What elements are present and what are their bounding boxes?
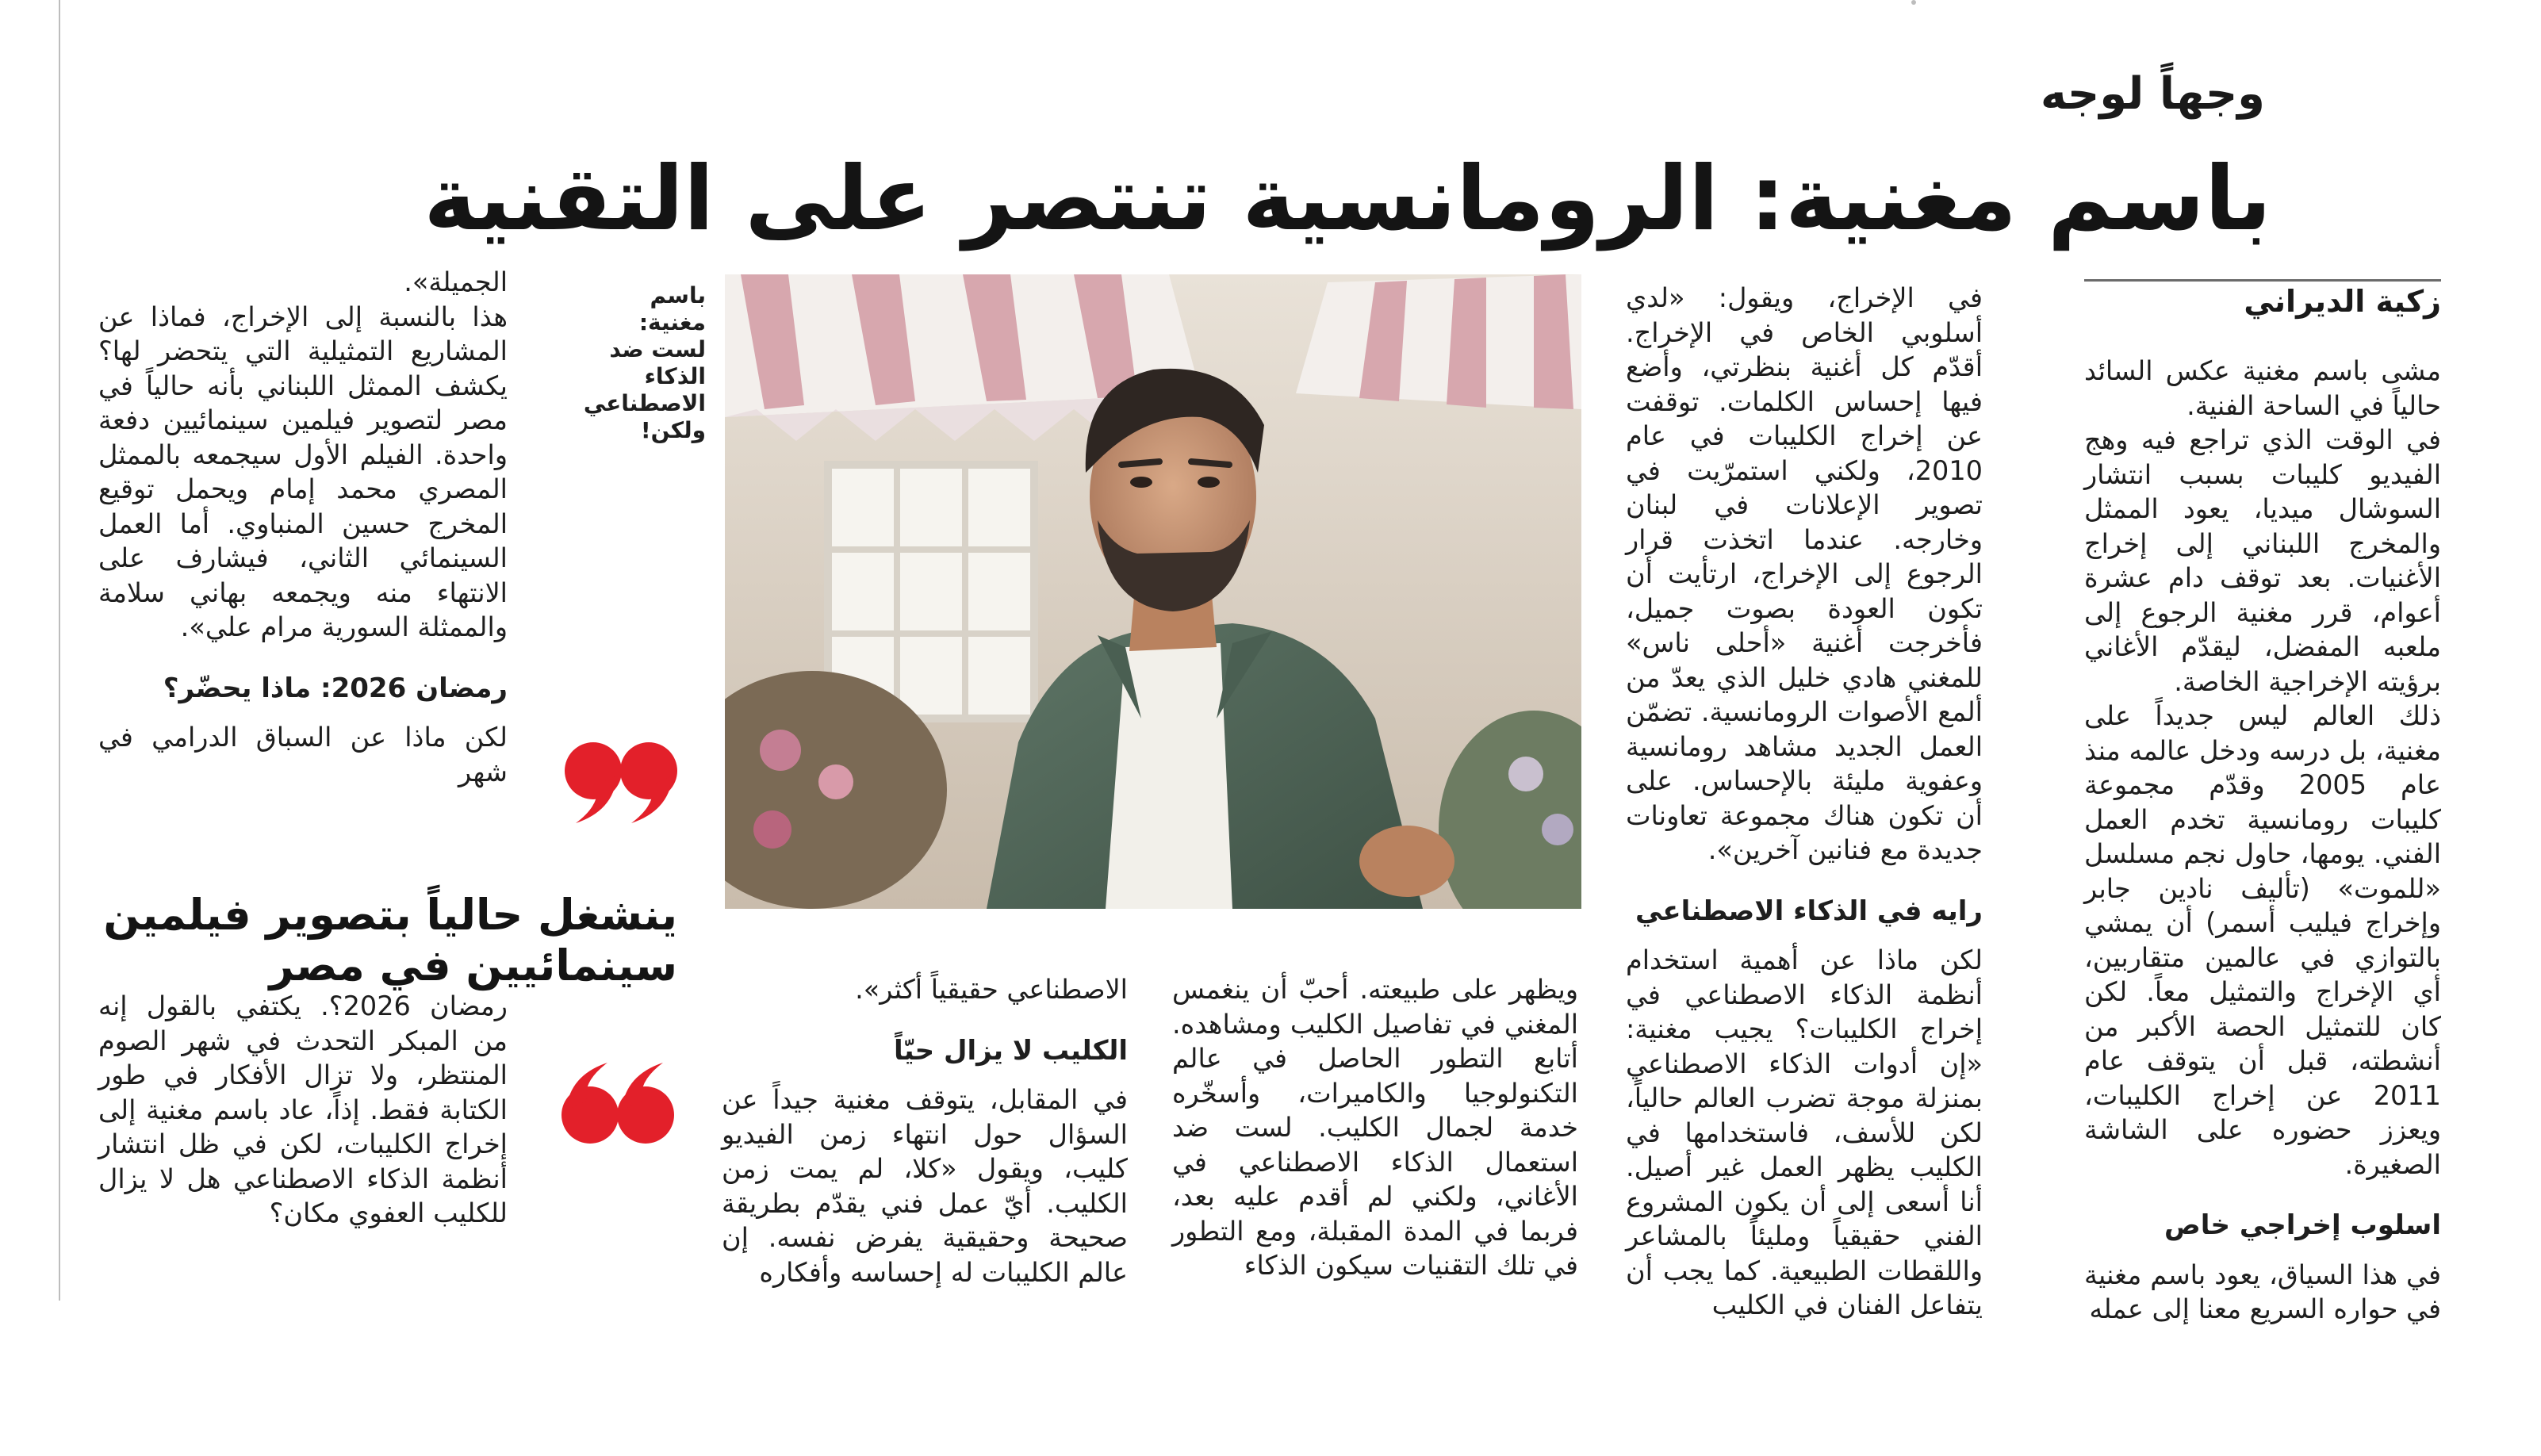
byline-rule — [2084, 279, 2441, 282]
article-photo — [725, 274, 1581, 909]
pull-quote: ينشغل حالياً بتصوير فيلمين سينمائيين في مصر — [103, 890, 677, 990]
paragraph: ذلك العالم ليس جديداً على مغنية، بل درسه ودخل عالمه منذ عام 2005 وقدّم مجموعة كليبات رومانسية تخدم العمل الفني. يومها، حاول نجم مسلسل «للموت» (تأليف نادين جابر وإخراج فيليب أسمر) أن يمشي بالتوازي في عالمين متقاربين، أي الإخراج والتمثيل معاً. لكن كان للتمثيل الحصة الأكبر من أنشطته، قبل أن يتوقف عام 2011 عن إخراج الكليبات، ويعزز حضوره على الشاشة الصغيرة. — [2084, 700, 2441, 1180]
article-column-5 — [98, 265, 508, 1231]
page-mark — [1911, 0, 1916, 5]
paragraph: مشى باسم مغنية عكس السائد حالياً في الساحة الفنية. — [2084, 355, 2441, 421]
subheading: رمضان 2026: ماذا يحضّر؟ — [163, 672, 508, 704]
article-column-2 — [1626, 281, 1983, 1323]
paragraph: الاصطناعي حقيقياً أكثر». — [855, 974, 1128, 1005]
photo-caption: باسم مغنية: لست ضد الذكاء الاصطناعي ولكن! — [583, 282, 706, 443]
closing-quote-icon — [560, 738, 679, 825]
paragraph: في الوقت الذي تراجع فيه وهج الفيديو كليبات بسبب انتشار السوشال ميديا، يعود الممثل والمخرج اللبناني إلى إخراج الأغنيات. بعد توقف دام عشرة أعوام، قرر مغنية الرجوع إلى ملعبه المفضل، ليقدّم الأغاني برؤيته الإخراجية الخاصة. — [2084, 424, 2441, 697]
paragraph: لكن ماذا عن السباق الدرامي في شهر — [98, 722, 508, 787]
section-label: وجهاً لوجه — [2040, 68, 2265, 120]
article-column-3 — [1172, 972, 1578, 1283]
paragraph: في هذا السياق، يعود باسم مغنية في حواره السريع معنا إلى عمله — [2084, 1259, 2441, 1324]
article-column-1 — [2084, 354, 2441, 1327]
opening-quote-icon — [560, 1061, 679, 1148]
paragraph: الجميلة». هذا بالنسبة إلى الإخراج، فماذا عن المشاريع التمثيلية التي يتحضر لها؟ يكشف الممثل اللبناني بأنه حالياً في مصر لتصوير فيلمين سينمائيين دفعة واحدة. الفيلم الأول سيجمعه بالممثل المصري محمد إمام ويحمل توقيع المخرج حسين المنباوي. أما العمل السينمائي الثاني، فيشارف على الانتهاء منه ويجمعه بهاني سلامة والممثلة السورية مرام علي». — [98, 266, 508, 642]
paragraph: ويظهر على طبيعته. أحبّ أن ينغمس المغني في تفاصيل الكليب ومشاهده. أتابع التطور الحاصل في عالم التكنولوجيا والكاميرات، وأسخّره خدمة لجمال الكليب. لست ضد استعمال الذكاء الاصطناعي في الأغاني، ولكني لم أقدم عليه بعد، فربما في المدة المقبلة، ومع التطور في تلك التقنيات سيكون الذكاء — [1172, 974, 1578, 1281]
paragraph: في الإخراج، ويقول: «لدي أسلوبي الخاص في الإخراج. أقدّم كل أغنية بنظرتي، وأضع فيها إحساس الكلمات. توقفت عن إخراج الكليبات في عام 2010، ولكني استمرّيت في تصوير الإعلانات في لبنان وخارجه. عندما اتخذت قرار الرجوع إلى الإخراج، ارتأيت أن تكون العودة بصوت جميل، فأخرجت أغنية «أحلى ناس» للمغني هادي خليل الذي يعدّ من ألمع الأصوات الرومانسية. تضمّن العمل الجديد مشاهد رومانسية وعفوية مليئة بالإحساس. على أن تكون هناك مجموعة تعاونات جديدة مع فنانين آخرين». — [1626, 282, 1983, 865]
headline: باسم مغنية: الرومانسية تنتصر على التقنية — [424, 148, 2271, 251]
paragraph: رمضان 2026؟. يكتفي بالقول إنه من المبكر التحدث في شهر الصوم المنتظر، ولا تزال الأفكار في طور الكتابة فقط. إذاً، عاد باسم مغنية إلى إخراج الكليبات، لكن في ظل انتشار أنظمة الذكاء الاصطناعي هل لا يزال للكليب العفوي مكان؟ — [98, 990, 508, 1228]
page-margin-rule — [59, 0, 60, 1301]
article-column-4 — [722, 972, 1128, 1289]
portrait-photo-icon — [725, 274, 1581, 909]
paragraph: لكن ماذا عن أهمية استخدام أنظمة الذكاء الاصطناعي في إخراج الكليبات؟ يجيب مغنية: «إن أدوات الذكاء الاصطناعي بمنزلة موجة تضرب العالم حالياً، لكن للأسف، فاستخدامها في الكليب يظهر العمل غير أصيل. أنا أسعى إلى أن يكون المشروع الفني حقيقياً ومليئاً بالمشاعر واللقطات الطبيعية. كما يجب أن يتفاعل الفنان في الكليب — [1626, 944, 1983, 1320]
subheading: اسلوب إخراجي خاص — [2164, 1209, 2441, 1241]
paragraph: في المقابل، يتوقف مغنية جيداً عن السؤال حول انتهاء زمن الفيديو كليب، ويقول «كلا، لم يمت زمن الكليب. أيّ عمل فني يقدّم بطريقة صحيحة وحقيقية يفرض نفسه. إن عالم الكليبات له إحساسه وأفكاره — [722, 1084, 1128, 1288]
subheading: الكليب لا يزال حيّاً — [894, 1034, 1128, 1067]
byline: زكية الديراني — [2244, 284, 2441, 319]
subheading: رايه في الذكاء الاصطناعي — [1635, 895, 1983, 927]
